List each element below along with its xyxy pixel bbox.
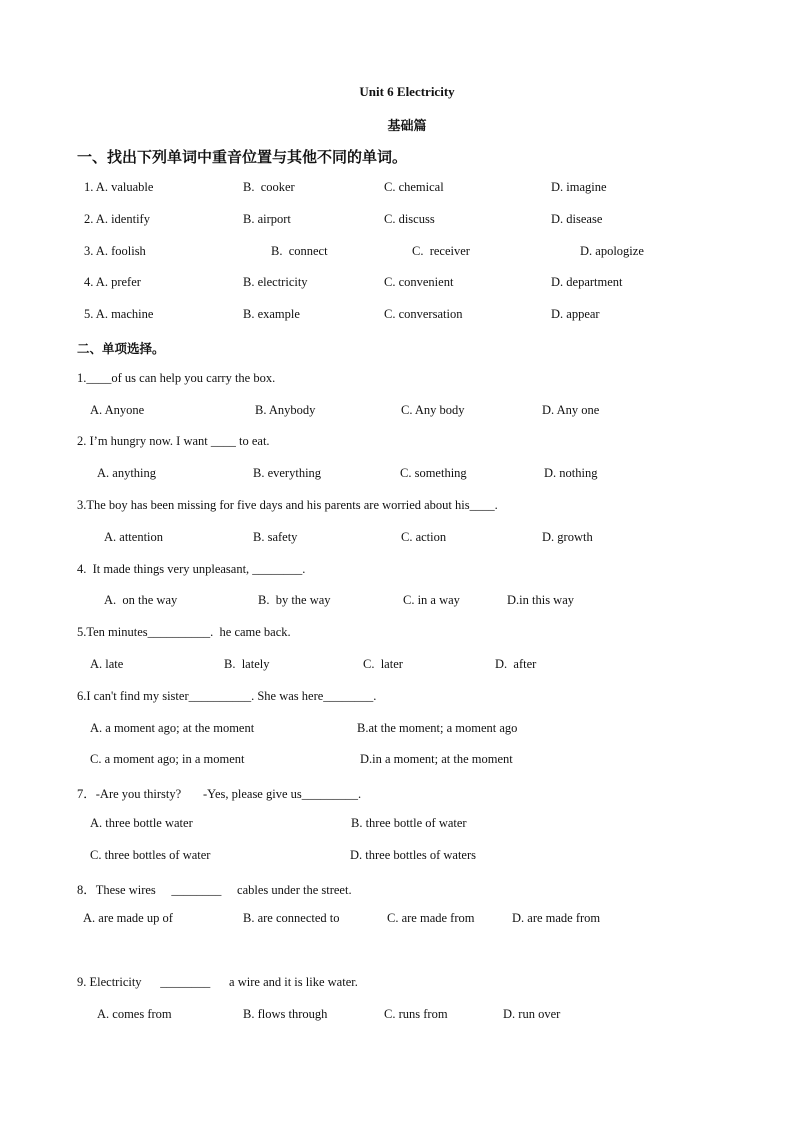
s1-row1-a: 1. A. valuable [84, 180, 154, 194]
q8-option-c: C. are made from [387, 911, 475, 925]
s1-row5-a: 5. A. machine [84, 307, 154, 321]
q1-option-d: D. Any one [542, 403, 600, 417]
question-6: 6.I can't find my sister__________. She was here________. [77, 689, 377, 703]
question-8: 8．These wires ________ cables under the street. [77, 883, 352, 897]
s1-row1-b: B. cooker [243, 180, 295, 194]
question-4: 4. It made things very unpleasant, ________. [77, 562, 306, 576]
q5-option-d: D. after [495, 657, 537, 671]
q2-option-b: B. everything [253, 466, 322, 480]
q9-option-d: D. run over [503, 1007, 561, 1021]
q7-option-b: B. three bottle of water [351, 816, 467, 830]
q5-option-a: A. late [90, 657, 124, 671]
q3-option-d: D. growth [542, 530, 593, 544]
s1-row2-c: C. discuss [384, 212, 435, 226]
q2-option-d: D. nothing [544, 466, 598, 480]
s1-row1-c: C. chemical [384, 180, 444, 194]
q7-option-c: C. three bottles of water [90, 848, 211, 862]
q6-option-a: A. a moment ago; at the moment [90, 721, 255, 735]
q4-option-a: A. on the way [104, 593, 178, 607]
s1-row3-b: B. connect [271, 244, 328, 258]
q8-option-d: D. are made from [512, 911, 601, 925]
section2-heading: 二、单项选择。 [77, 341, 165, 356]
q6-option-d: D.in a moment; at the moment [360, 752, 513, 766]
s1-row5-d: D. appear [551, 307, 600, 321]
question-9: 9. Electricity ________ a wire and it is like water. [77, 975, 358, 989]
q3-option-c: C. action [401, 530, 447, 544]
q6-option-c: C. a moment ago; in a moment [90, 752, 245, 766]
q2-option-c: C. something [400, 466, 467, 480]
question-5: 5.Ten minutes__________. he came back. [77, 625, 291, 639]
q1-option-b: B. Anybody [255, 403, 316, 417]
q9-option-c: C. runs from [384, 1007, 448, 1021]
s1-row4-b: B. electricity [243, 275, 308, 289]
q8-option-b: B. are connected to [243, 911, 340, 925]
q3-option-a: A. attention [104, 530, 164, 544]
q3-option-b: B. safety [253, 530, 298, 544]
s1-row4-d: D. department [551, 275, 623, 289]
s1-row5-c: C. conversation [384, 307, 463, 321]
s1-row2-a: 2. A. identify [84, 212, 150, 226]
question-7: 7．-Are you thirsty? -Yes, please give us_________. [77, 787, 362, 801]
q4-option-d: D.in this way [507, 593, 575, 607]
s1-row3-a: 3. A. foolish [84, 244, 146, 258]
s1-row2-b: B. airport [243, 212, 291, 226]
q6-option-b: B.at the moment; a moment ago [357, 721, 518, 735]
q5-option-b: B. lately [224, 657, 270, 671]
section1-heading: 一、找出下列单词中重音位置与其他不同的单词。 [77, 148, 408, 166]
question-3: 3.The boy has been missing for five days and his parents are worried about his____. [77, 498, 498, 512]
q9-option-b: B. flows through [243, 1007, 328, 1021]
q8-option-a: A. are made up of [83, 911, 173, 925]
s1-row2-d: D. disease [551, 212, 603, 226]
s1-row5-b: B. example [243, 307, 300, 321]
s1-row1-d: D. imagine [551, 180, 607, 194]
s1-row3-d: D. apologize [580, 244, 644, 258]
q7-option-a: A. three bottle water [90, 816, 193, 830]
page-title: Unit 6 Electricity [359, 84, 455, 99]
q5-option-c: C. later [363, 657, 403, 671]
question-1: 1.____of us can help you carry the box. [77, 371, 276, 385]
q9-option-a: A. comes from [97, 1007, 172, 1021]
q1-option-c: C. Any body [401, 403, 465, 417]
q1-option-a: A. Anyone [90, 403, 145, 417]
s1-row3-c: C. receiver [412, 244, 470, 258]
q4-option-c: C. in a way [403, 593, 460, 607]
q4-option-b: B. by the way [258, 593, 331, 607]
page-subtitle: 基础篇 [387, 119, 427, 134]
q2-option-a: A. anything [97, 466, 157, 480]
s1-row4-a: 4. A. prefer [84, 275, 141, 289]
s1-row4-c: C. convenient [384, 275, 454, 289]
q7-option-d: D. three bottles of waters [350, 848, 477, 862]
question-2: 2. I’m hungry now. I want ____ to eat. [77, 434, 270, 448]
